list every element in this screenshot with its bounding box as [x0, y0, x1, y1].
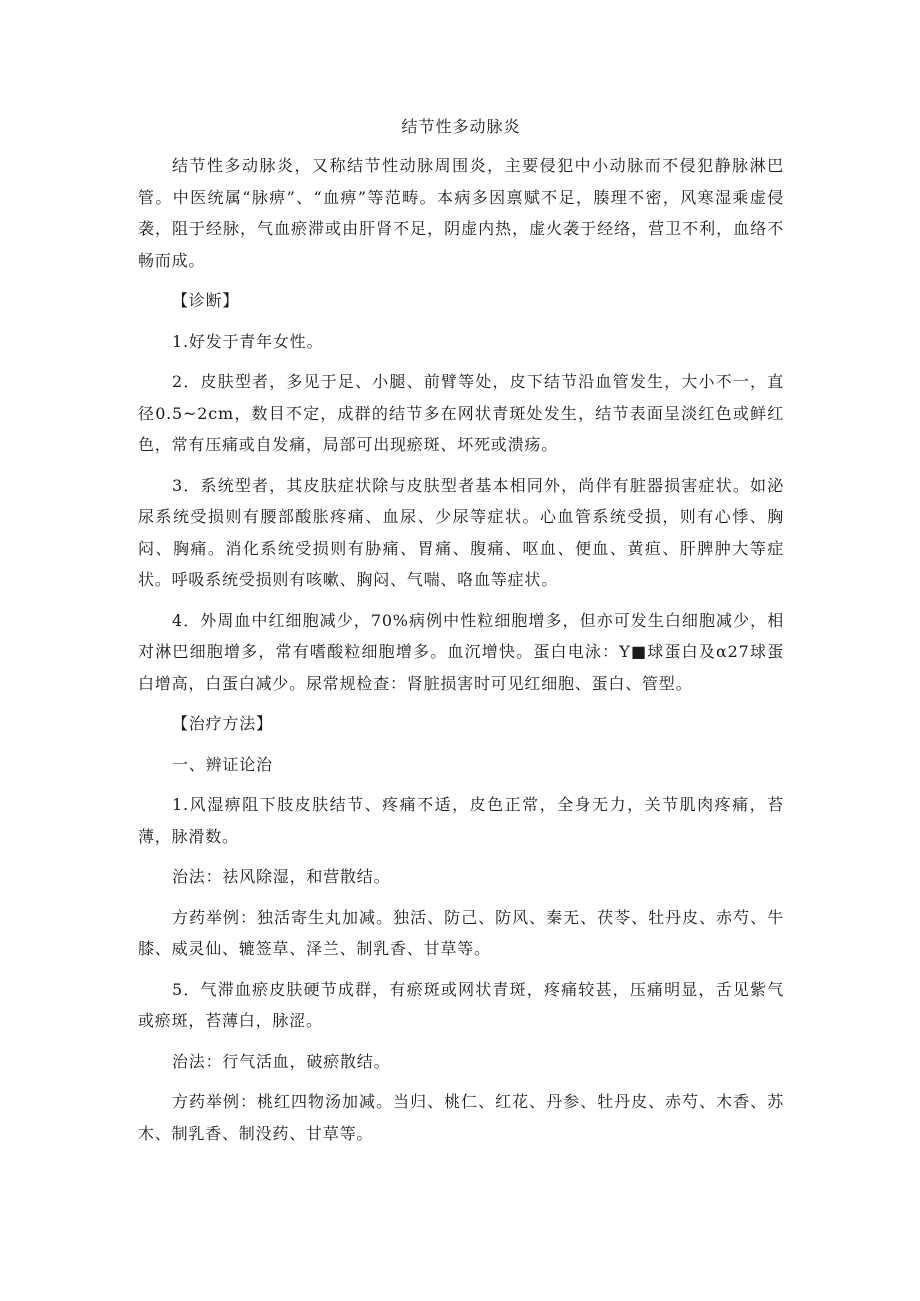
- treatment-subheading: 一、辨证论治: [172, 754, 273, 774]
- diagnosis-item-2: 2．皮肤型者，多见于足、小腿、前臂等处，皮下结节沿血管发生，大小不一，直径0.5~2cm，数目不定，成群的结节多在网状青斑处发生，结节表面呈淡红色或鲜红色，常有压痛或自发痛，局部可出现瘀斑、坏死或溃疡。: [138, 372, 784, 454]
- diagnosis-item-3: 3．系统型者，其皮肤症状除与皮肤型者基本相同外，尚伴有脏器损害症状。如泌尿系统受损则有腰部酸胀疼痛、血尿、少尿等症状。心血管系统受损，则有心悸、胸闷、胸痛。消化系统受损则有胁痛、胃痛、腹痛、呕血、便血、黄疸、肝脾肿大等症状。呼吸系统受损则有咳嗽、胸闷、气喘、咯血等症状。: [138, 475, 784, 589]
- diagnosis-heading: 【诊断】: [172, 291, 240, 310]
- treatment-item-5: 5．气滞血瘀皮肤硬节成群，有瘀斑或网状青斑，疼痛较甚，压痛明显，舌见紫气或瘀斑，苔薄白，脉涩。: [138, 979, 784, 1030]
- treatment-method-2: 治法：行气活血，破瘀散结。: [172, 1051, 391, 1071]
- document-page: [138, 112, 784, 1149]
- treatment-prescription-1: 方药举例：独活寄生丸加减。独活、防己、防风、秦无、茯苓、牡丹皮、赤芍、牛膝、威灵仙、辘签草、泽兰、制乳香、甘草等。: [138, 907, 784, 958]
- treatment-prescription-2: 方药举例：桃红四物汤加减。当归、桃仁、红花、丹参、牡丹皮、赤芍、木香、苏木、制乳香、制没药、甘草等。: [138, 1092, 784, 1143]
- diagnosis-item-1: 1.好发于青年女性。: [172, 331, 324, 351]
- diagnosis-item-4: 4．外周血中红细胞减少，70%病例中性粒细胞增多，但亦可发生白细胞减少，相对淋巴细胞增多，常有嗜酸粒细胞增多。血沉增快。蛋白电泳：Y■球蛋白及α27球蛋白增高，白蛋白减少。尿常规检查：肾脏损害时可见红细胞、蛋白、管型。: [138, 610, 784, 693]
- treatment-method-1: 治法：祛风除湿，和营散结。: [172, 867, 391, 886]
- treatment-item-1: 1.风湿痹阻下肢皮肤结节、疼痛不适，皮色正常，全身无力，关节肌肉疼痛，苔薄，脉滑数。: [138, 795, 784, 846]
- treatment-heading: 【治疗方法】: [172, 714, 273, 733]
- document-title: 结节性多动脉炎: [401, 117, 521, 136]
- intro-paragraph: 结节性多动脉炎，又称结节性动脉周围炎，主要侵犯中小动脉而不侵犯静脉淋巴管。中医统属“脉痹”、“血痹”等范畴。本病多因禀赋不足，腠理不密，风寒湿乘虚侵袭，阻于经脉，气血瘀滞或由肝肾不足，阴虚内热，虚火袭于经络，营卫不利，血络不畅而成。: [138, 156, 784, 270]
